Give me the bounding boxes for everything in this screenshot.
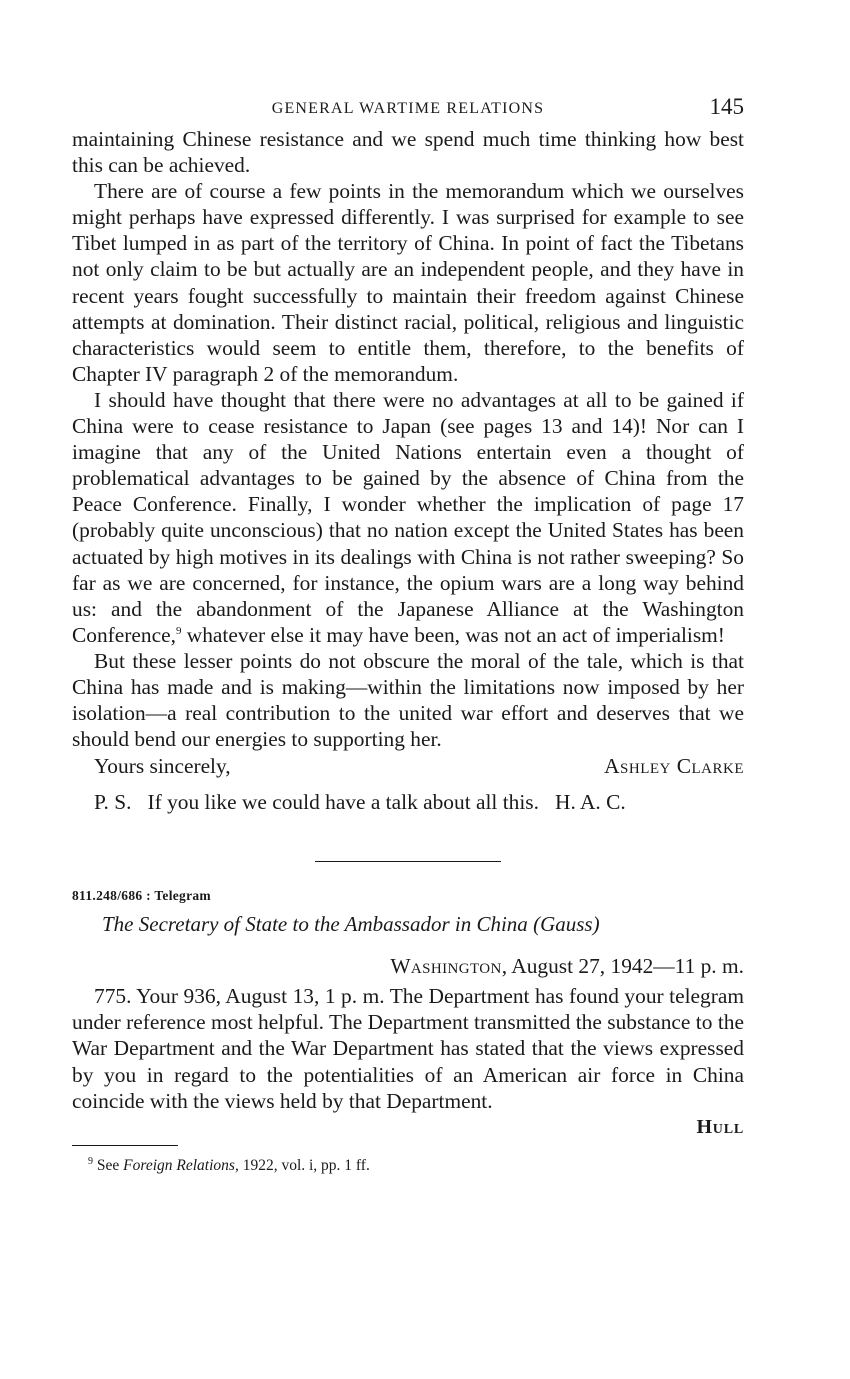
letter-closing — [72, 753, 744, 779]
document-heading-text: The Secretary of State to the Ambassador in China — [102, 912, 528, 937]
postscript: P. S. If you like we could have a talk about all this. H. A. C. — [94, 790, 626, 815]
running-header — [72, 92, 744, 126]
running-title: GENERAL WARTIME RELATIONS — [271, 100, 545, 117]
letter-paragraph-4: But these lesser points do not obscure the moral of the tale, which is that China has made and is making—within the limitations now imposed by her isolation—a real contribution to the united war effort and deserves that we should bend our energies to supporting her. — [72, 648, 744, 752]
letter-paragraph-1: maintaining Chinese resistance and we spend much time thinking how best this can be achieved. — [72, 127, 744, 178]
footnote — [72, 1156, 744, 1175]
footnote-rule — [72, 1145, 178, 1146]
letter-paragraph-3 — [72, 387, 744, 648]
dateline-place: Washington — [390, 954, 502, 979]
telegram-signature: Hull — [696, 1115, 744, 1138]
document-heading-name: Gauss — [540, 912, 593, 937]
footnote-reference: 9 — [175, 624, 182, 637]
page — [72, 92, 744, 1175]
dateline — [72, 954, 744, 979]
footnote-title: Foreign Relations — [123, 1156, 235, 1174]
complimentary-close: Yours sincerely, — [94, 754, 231, 779]
letter-signature: Ashley Clarke — [604, 754, 744, 779]
footnote-suffix: , 1922, vol. i, pp. 1 ff. — [234, 1156, 370, 1174]
footnote-prefix: See — [93, 1156, 124, 1174]
section-separator — [315, 861, 501, 862]
letter-paragraph-2: There are of course a few points in the memorandum which we ourselves might perhaps have expressed differently. I was surprised for example to see Tibet lumped in as part of the territory of China. In point of fact the Tibetans not only claim to be but actually are an independent people, and they have in recent years fought successfully to maintain their freedom against Chinese attempts at domination. Their distinct racial, political, religious and linguistic characteristics would seem to entitle them, therefore, to the benefits of Chapter IV paragraph 2 of the memorandum. — [72, 179, 744, 386]
footnote-marker: 9 — [88, 1155, 93, 1167]
dateline-date: , August 27, 1942—11 p. m. — [501, 954, 744, 979]
file-reference: 811.248/686 : Telegram — [72, 888, 211, 904]
letter-paragraph-3-end: whatever else it may have been, was not an act of imperialism! — [181, 622, 725, 647]
document-heading: The Secretary of State to the Ambassador in China (Gauss) — [102, 912, 600, 937]
telegram-body: 775. Your 936, August 13, 1 p. m. The Department has found your telegram under reference most helpful. The Department transmitted the substance to the War Department and the War Department has stated that the views expressed by you in regard to the potentialities of an American air force in China coincide with the views held by that Department. — [72, 984, 744, 1113]
page-number: 145 — [709, 94, 744, 119]
letter-paragraph-3-text: I should have thought that there were no advantages at all to be gained if China were to cease resistance to Japan (see pages 13 and 14)! Nor can I imagine that any of the United Nations entertain even a thought of problematical advantages to be gained by the absence of China from the Peace Conference. Finally, I wonder whether the implication of page 17 (probably quite unconscious) that no nation except the United States has been actuated by high motives in its dealings with China is not rather sweeping? So far as we are concerned, for instance, the opium wars are a long way behind us: and the abandonment of the Japanese Alliance at the Washington Conference, — [72, 387, 744, 647]
